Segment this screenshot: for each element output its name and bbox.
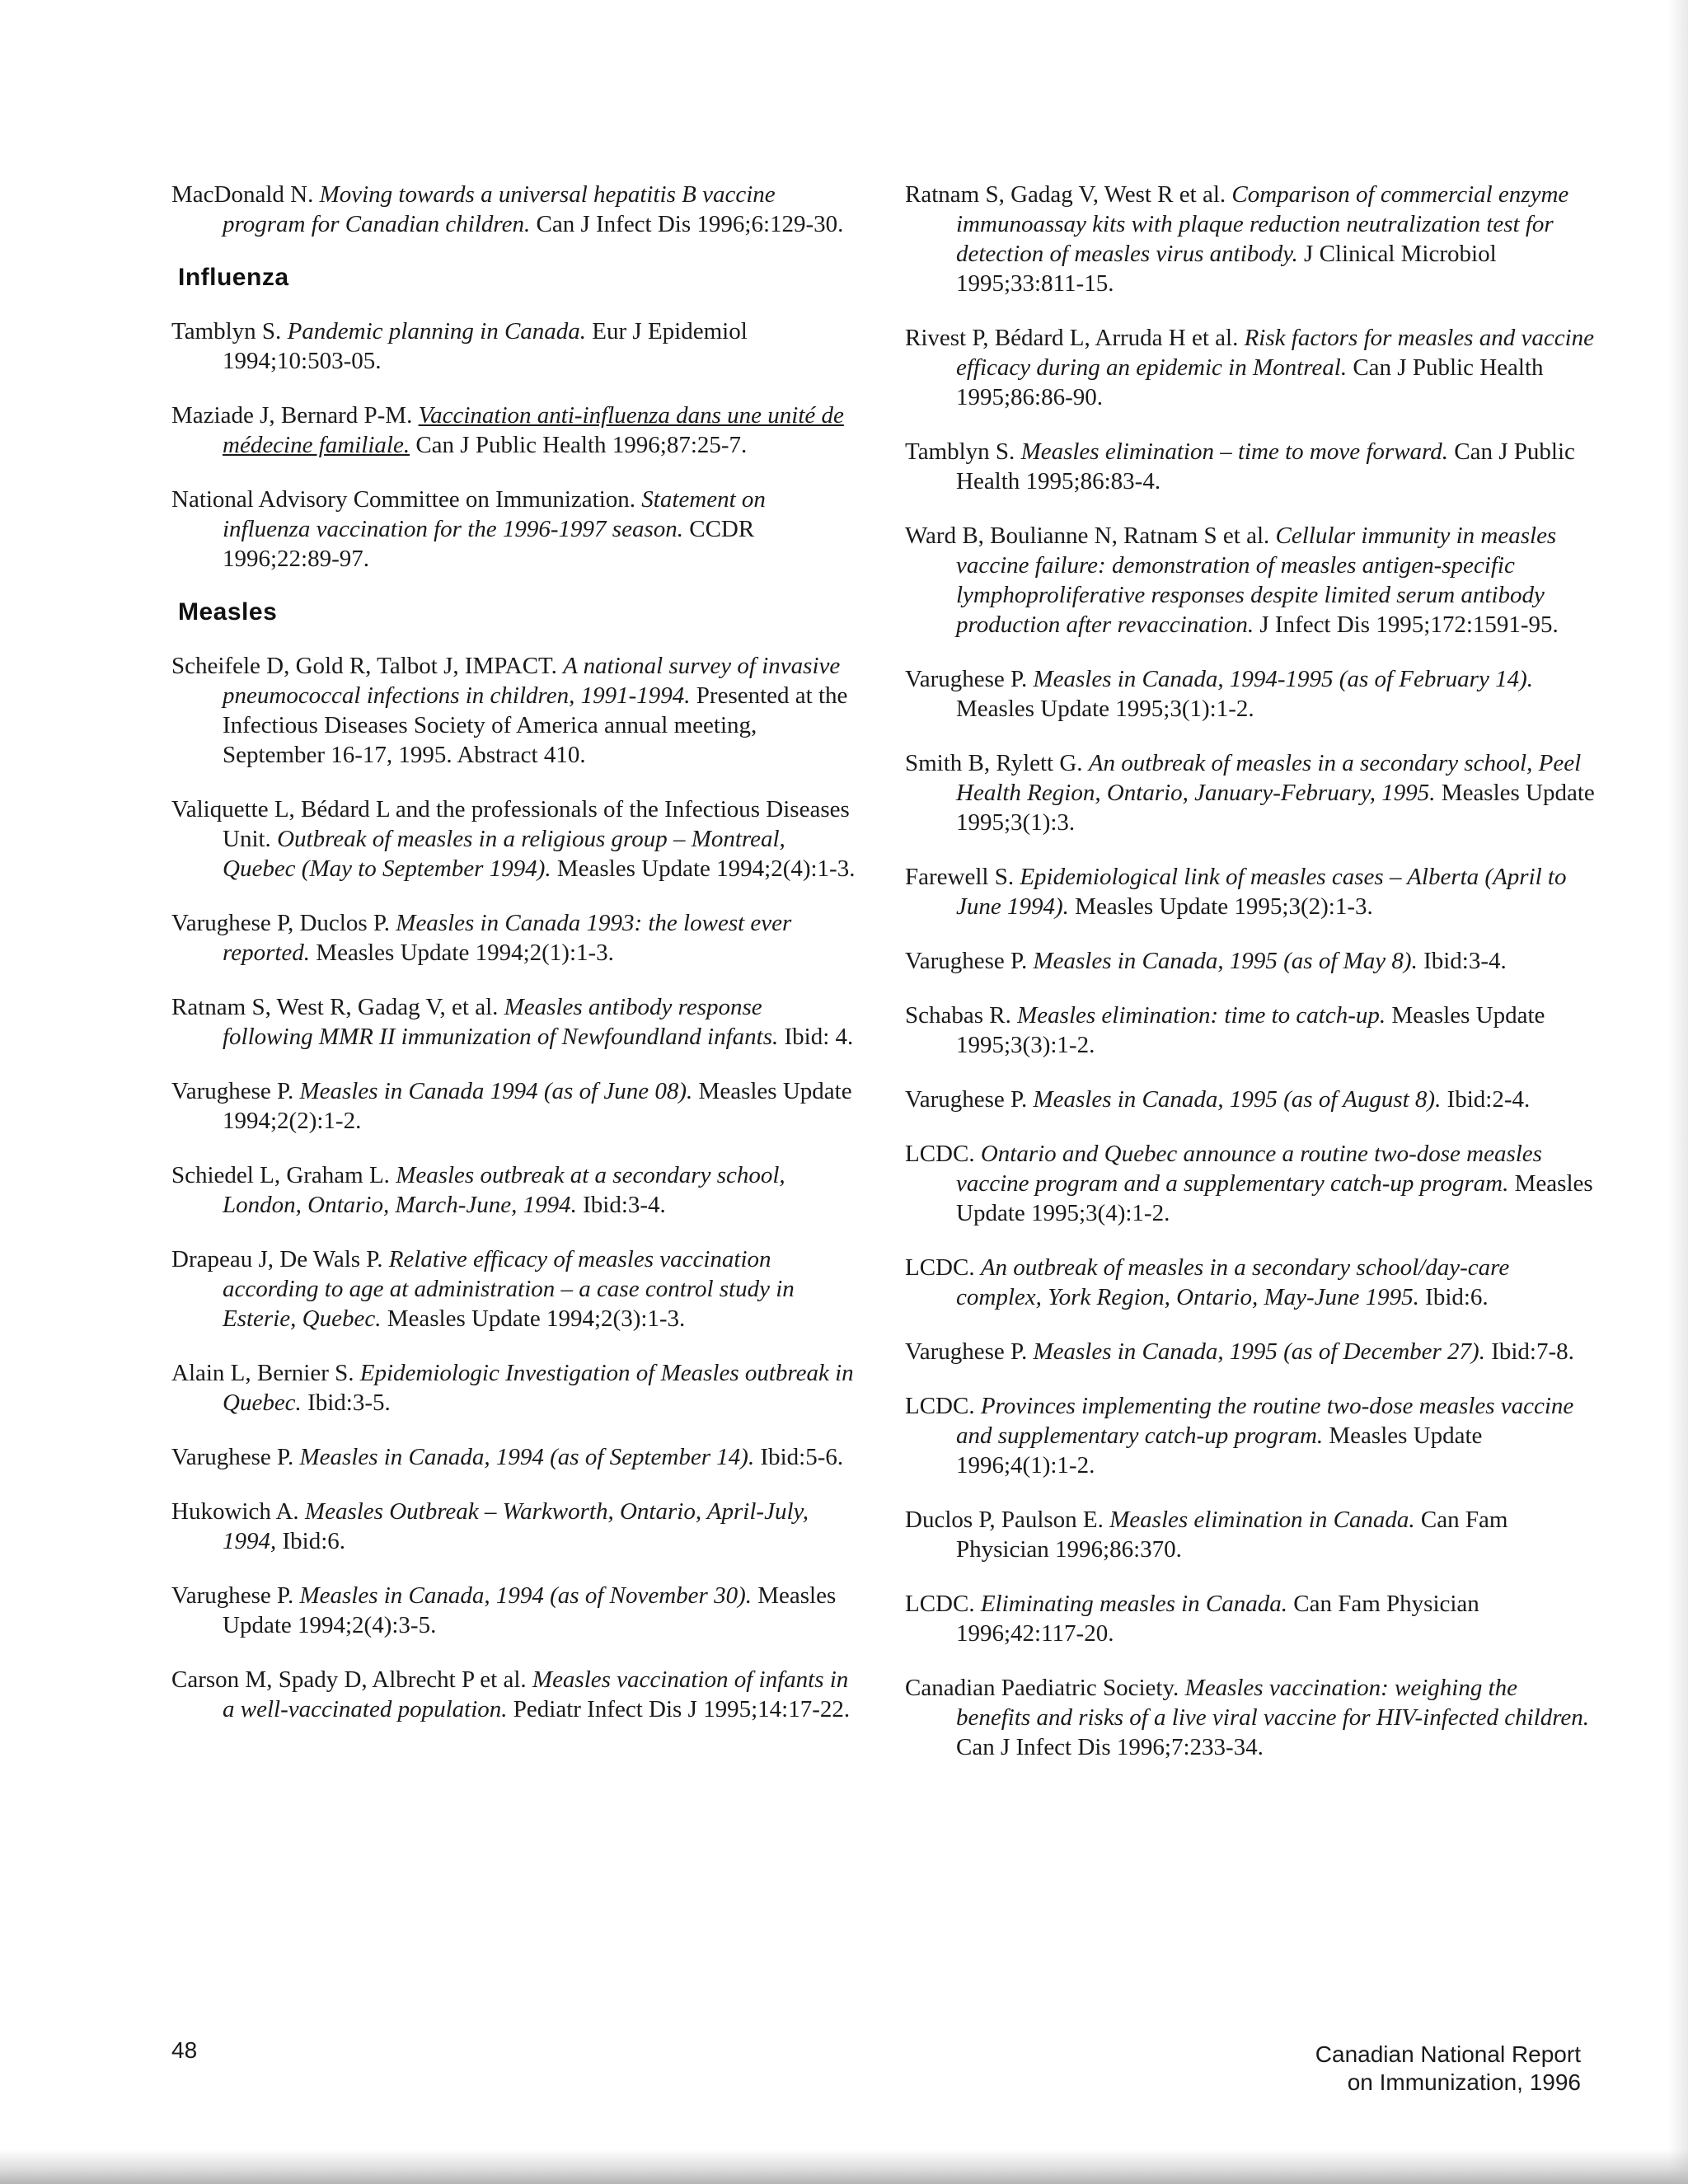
reference-source: J Clinical Microbiol 1995;33:811-15. [956, 241, 1497, 297]
reference-authors: Alain L, Bernier S. [171, 1360, 360, 1386]
reference-title: Cellular immunity in measles vaccine failure: demonstration of measles antigen-specific lymphoproliferative responses despite limited serum antibody production after revaccination. [956, 523, 1557, 638]
reference-title: Measles in Canada, 1994 (as of September 14). [299, 1444, 755, 1470]
reference-entry [171, 1442, 856, 1472]
page-number: 48 [171, 2037, 198, 2063]
reference-authors: Carson M, Spady D, Albrecht P et al. [171, 1666, 532, 1693]
publication-title-line-1: Canadian National Report [1315, 2041, 1581, 2067]
scan-shadow-right [1668, 0, 1688, 2184]
reference-source: Ibid:3-4. [576, 1192, 666, 1218]
reference-title: Vaccination anti-influenza dans une unité de médecine familiale. [223, 402, 844, 458]
reference-source: Measles Update 1995;3(4):1-2. [956, 1170, 1593, 1226]
reference-authors: LCDC. [905, 1591, 981, 1617]
reference-title: Measles in Canada, 1994 (as of November 30). [299, 1582, 752, 1609]
reference-authors: Varughese P. [171, 1582, 300, 1609]
reference-title: Measles Outbreak – Warkworth, Ontario, April-July, 1994, [223, 1498, 809, 1554]
reference-source: Measles Update 1995;3(3):1-2. [956, 1002, 1545, 1058]
reference-source: Eur J Epidemiol 1994;10:503-05. [223, 318, 748, 374]
reference-authors: Ratnam S, Gadag V, West R et al. [905, 181, 1232, 208]
reference-authors: Tamblyn S. [171, 318, 288, 344]
reference-entry [171, 1581, 856, 1640]
reference-authors: MacDonald N. [171, 181, 320, 208]
reference-entry [905, 180, 1597, 298]
reference-authors: Maziade J, Bernard P-M. [171, 402, 419, 429]
scan-shadow-bottom [0, 2149, 1688, 2184]
reference-source: Ibid:3-5. [301, 1390, 391, 1416]
reference-source: Can J Public Health 1995;86:86-90. [956, 354, 1544, 410]
reference-entry [171, 485, 856, 574]
reference-entry [171, 1665, 856, 1724]
reference-source: Measles Update 1994;2(4):3-5. [223, 1582, 837, 1638]
reference-authors: Rivest P, Bédard L, Arruda H et al. [905, 325, 1245, 351]
reference-authors: Schabas R. [905, 1002, 1018, 1029]
reference-source: Measles Update 1994;2(4):1-3. [551, 855, 856, 882]
reference-source: Measles Update 1995;3(2):1-3. [1068, 893, 1373, 920]
reference-authors: Duclos P, Paulson E. [905, 1507, 1110, 1533]
reference-title: Measles antibody response following MMR II immunization of Newfoundland infants. [223, 994, 779, 1050]
reference-title: Pandemic planning in Canada. [287, 318, 587, 344]
reference-source: Ibid:7-8. [1484, 1338, 1574, 1365]
reference-entry [171, 908, 856, 968]
reference-authors: Ratnam S, West R, Gadag V, et al. [171, 994, 504, 1020]
reference-title: Measles in Canada, 1994-1995 (as of February 14). [1033, 666, 1533, 692]
reference-source: Can Fam Physician 1996;42:117-20. [956, 1591, 1479, 1647]
reference-entry [905, 862, 1597, 921]
reference-authors: Varughese P. [905, 1086, 1034, 1113]
reference-title: Moving towards a universal hepatitis B vaccine program for Canadian children. [223, 181, 776, 237]
reference-title: Eliminating measles in Canada. [980, 1591, 1288, 1617]
reference-source: Ibid:3-4. [1417, 948, 1507, 974]
reference-title: Measles in Canada, 1995 (as of December 27). [1033, 1338, 1485, 1365]
reference-authors: LCDC. [905, 1141, 981, 1167]
reference-entry [905, 1253, 1597, 1312]
reference-entry [171, 1160, 856, 1220]
publication-footer [1315, 2041, 1581, 2097]
section-heading-measles: Measles [178, 598, 278, 626]
reference-entry [171, 316, 856, 376]
reference-title: Ontario and Quebec announce a routine two-dose measles vaccine program and a supplementary catch-up program. [956, 1141, 1542, 1197]
reference-entry [905, 1337, 1597, 1366]
reference-authors: Varughese P. [905, 666, 1034, 692]
reference-source: Measles Update 1994;2(3):1-3. [381, 1305, 686, 1332]
reference-entry [905, 1589, 1597, 1648]
reference-authors: Schiedel L, Graham L. [171, 1162, 396, 1188]
reference-entry [905, 437, 1597, 496]
reference-title: Measles outbreak at a secondary school, London, Ontario, March-June, 1994. [223, 1162, 785, 1218]
reference-source: Pediatr Infect Dis J 1995;14:17-22. [507, 1696, 851, 1722]
reference-title: Epidemiologic Investigation of Measles outbreak in Quebec. [223, 1360, 854, 1416]
reference-title: An outbreak of measles in a secondary school/day-care complex, York Region, Ontario, May-June 1995. [956, 1254, 1510, 1310]
reference-title: Measles in Canada, 1995 (as of August 8). [1033, 1086, 1442, 1113]
reference-source: Measles Update 1995;3(1):3. [956, 780, 1595, 836]
reference-source: Ibid:2-4. [1441, 1086, 1531, 1113]
reference-source: Measles Update 1996;4(1):1-2. [956, 1422, 1483, 1479]
reference-entry [171, 794, 856, 883]
reference-column-left [171, 180, 856, 1749]
reference-source: Can Fam Physician 1996;86:370. [956, 1507, 1508, 1563]
reference-entry [171, 1497, 856, 1556]
reference-source: Can J Infect Dis 1996;7:233-34. [956, 1734, 1264, 1760]
reference-source: Ibid:6. [276, 1528, 346, 1554]
reference-authors: Ward B, Boulianne N, Ratnam S et al. [905, 523, 1276, 549]
reference-authors: Canadian Paediatric Society. [905, 1675, 1185, 1701]
reference-title: Measles elimination: time to catch-up. [1017, 1002, 1386, 1029]
reference-entry [905, 1085, 1597, 1114]
reference-authors: Varughese P. [171, 1078, 300, 1104]
reference-entry [905, 1001, 1597, 1060]
reference-entry [171, 1358, 856, 1418]
reference-title: Measles in Canada 1993: the lowest ever reported. [223, 910, 792, 966]
reference-source: Ibid:5-6. [754, 1444, 844, 1470]
reference-source: J Infect Dis 1995;172:1591-95. [1254, 612, 1559, 638]
reference-authors: Varughese P. [171, 1444, 300, 1470]
reference-authors: Tamblyn S. [905, 438, 1021, 465]
reference-title: Measles in Canada, 1995 (as of May 8). [1033, 948, 1418, 974]
reference-authors: Varughese P. [905, 948, 1034, 974]
reference-entry [905, 1673, 1597, 1762]
reference-title: Statement on influenza vaccination for the 1996-1997 season. [223, 486, 766, 542]
reference-title: Provinces implementing the routine two-dose measles vaccine and supplementary catch-up program. [956, 1393, 1574, 1449]
reference-entry [171, 1244, 856, 1333]
reference-title: Measles in Canada 1994 (as of June 08). [299, 1078, 693, 1104]
reference-entry [905, 748, 1597, 837]
reference-authors: National Advisory Committee on Immunization. [171, 486, 642, 513]
reference-title: Measles elimination – time to move forward. [1020, 438, 1449, 465]
reference-entry [905, 1505, 1597, 1564]
reference-source: Measles Update 1994;2(2):1-2. [223, 1078, 852, 1134]
reference-entry [905, 664, 1597, 724]
reference-entry [905, 1391, 1597, 1480]
reference-authors: LCDC. [905, 1254, 981, 1281]
reference-authors: Varughese P. [905, 1338, 1034, 1365]
reference-title: Measles vaccination of infants in a well-vaccinated population. [223, 1666, 849, 1722]
reference-title: Epidemiological link of measles cases – Alberta (April to June 1994). [956, 864, 1567, 920]
reference-title: An outbreak of measles in a secondary school, Peel Health Region, Ontario, January-February, 1995. [956, 750, 1582, 806]
section-heading-influenza: Influenza [178, 264, 289, 291]
reference-source: Presented at the Infectious Diseases Society of America annual meeting, September 16-17, 1995. Abstract 410. [223, 682, 848, 768]
reference-source: Can J Public Health 1995;86:83-4. [956, 438, 1575, 494]
reference-entry [905, 1139, 1597, 1228]
reference-authors: Drapeau J, De Wals P. [171, 1246, 389, 1272]
reference-authors: Farewell S. [905, 864, 1020, 890]
reference-entry [905, 521, 1597, 640]
reference-title: Measles elimination in Canada. [1109, 1507, 1415, 1533]
reference-column-right [905, 180, 1597, 1787]
reference-entry [171, 1076, 856, 1136]
reference-entry [905, 946, 1597, 976]
reference-entry [905, 323, 1597, 412]
reference-authors: LCDC. [905, 1393, 981, 1419]
reference-title: A national survey of invasive pneumococcal infections in children, 1991-1994. [223, 653, 841, 709]
reference-source: Can J Public Health 1996;87:25-7. [410, 432, 748, 458]
reference-source: Measles Update 1994;2(1):1-3. [310, 940, 614, 966]
reference-title: Relative efficacy of measles vaccination according to age at administration – a case control study in Esterie, Quebec. [223, 1246, 795, 1332]
reference-source: Can J Infect Dis 1996;6:129-30. [530, 211, 844, 237]
reference-authors: Valiquette L, Bédard L and the professionals of the Infectious Diseases Unit. [171, 796, 850, 852]
reference-title: Risk factors for measles and vaccine efficacy during an epidemic in Montreal. [956, 325, 1595, 381]
reference-source: Ibid:6. [1418, 1284, 1489, 1310]
reference-authors: Scheifele D, Gold R, Talbot J, IMPACT. [171, 653, 564, 679]
reference-title: Measles vaccination: weighing the benefits and risks of a live viral vaccine for HIV-infected children. [956, 1675, 1590, 1731]
publication-title-line-2: on Immunization, 1996 [1347, 2069, 1581, 2095]
reference-entry [171, 401, 856, 460]
reference-authors: Hukowich A. [171, 1498, 305, 1525]
reference-title: Outbreak of measles in a religious group – Montreal, Quebec (May to September 1994). [223, 826, 785, 882]
reference-entry [171, 651, 856, 770]
reference-source: Ibid: 4. [778, 1024, 854, 1050]
reference-entry [171, 992, 856, 1052]
reference-entry [171, 180, 856, 239]
reference-authors: Varughese P, Duclos P. [171, 910, 396, 936]
reference-authors: Smith B, Rylett G. [905, 750, 1089, 776]
reference-source: CCDR 1996;22:89-97. [223, 516, 755, 572]
reference-title: Comparison of commercial enzyme immunoassay kits with plaque reduction neutralization test for detection of measles virus antibody. [956, 181, 1569, 267]
reference-source: Measles Update 1995;3(1):1-2. [956, 696, 1254, 722]
